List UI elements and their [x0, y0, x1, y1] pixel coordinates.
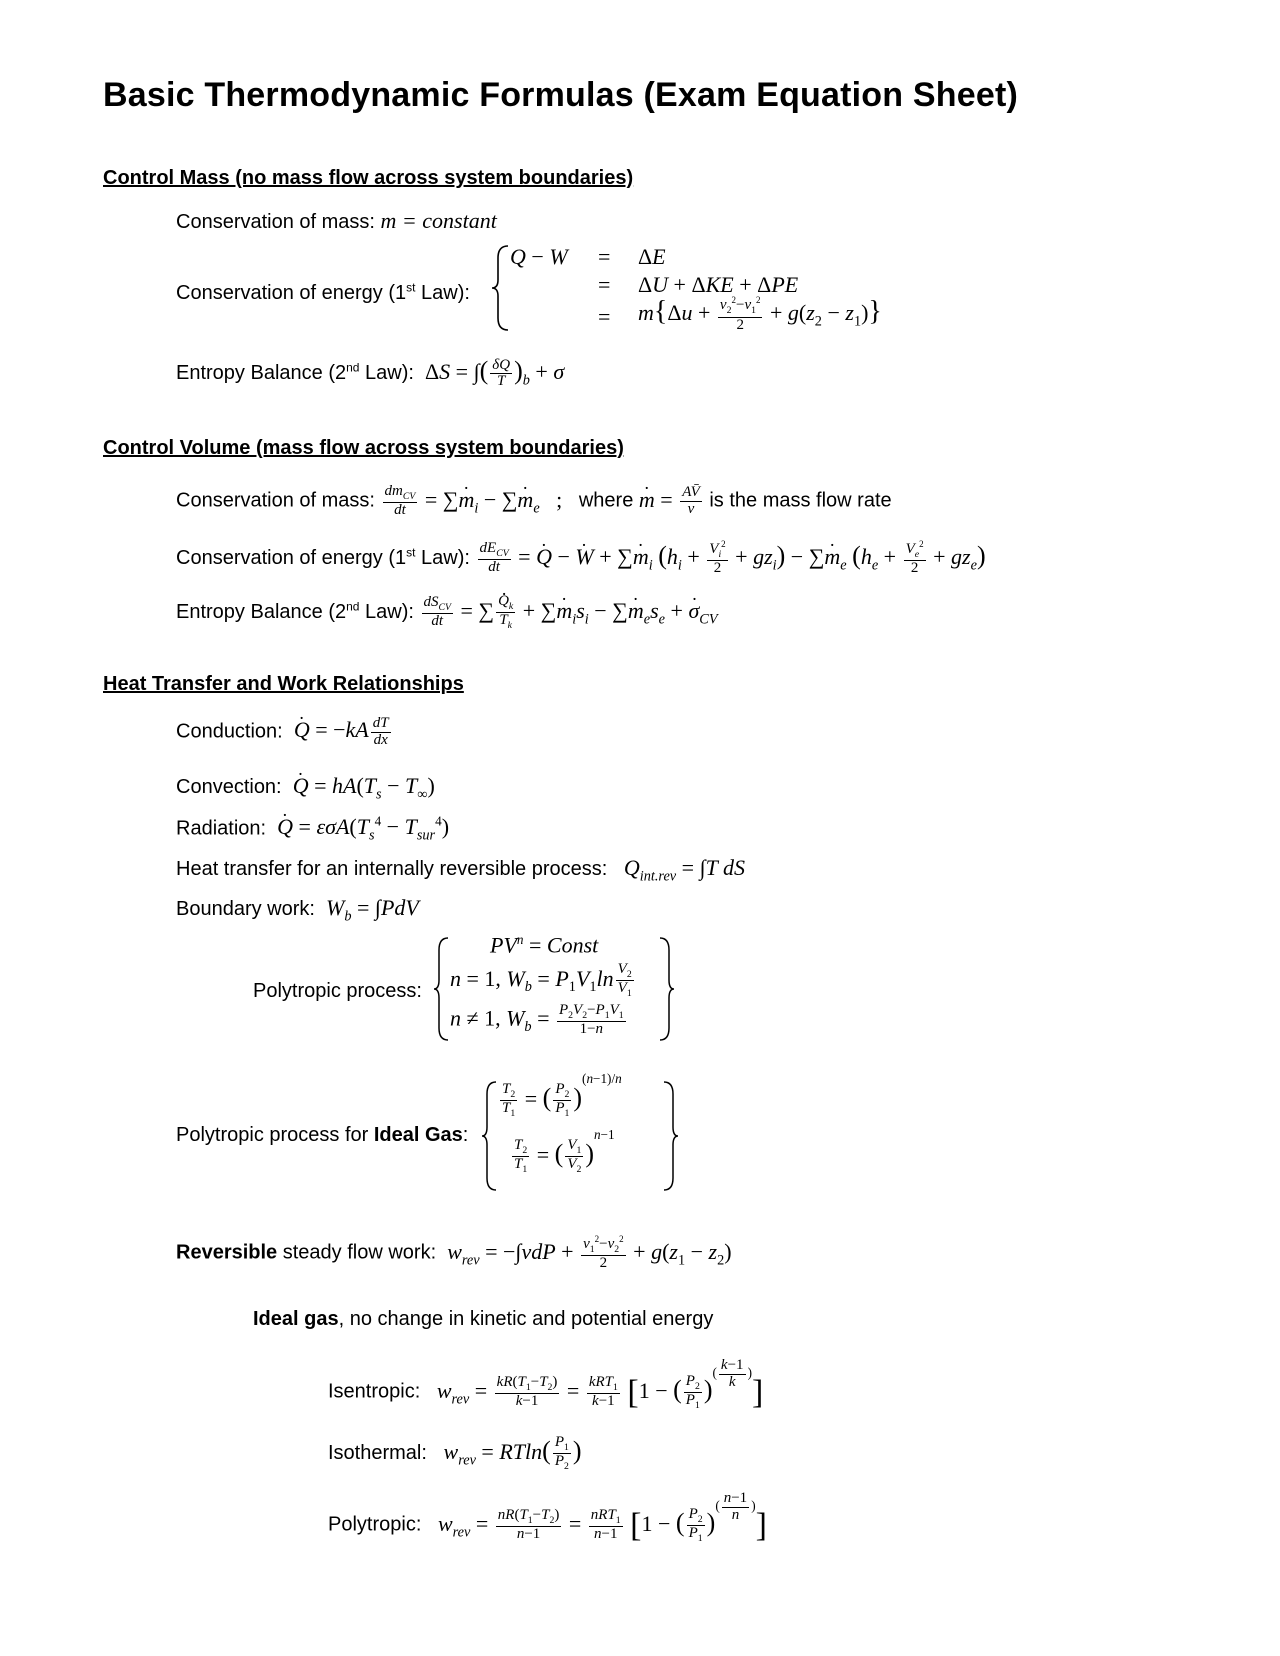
cm-mass-equation: m = constant	[380, 208, 497, 233]
isothermal-row: Isothermal: $w_{rev} = RTln$( $\frac{P_1}{P_2}$ )	[328, 1434, 582, 1473]
polytropic-line-1: $PV^n$ = Const	[490, 932, 599, 958]
polytropic-line-2: n = 1, $W_b = P_1V_1\ln$ $\frac{V_2}{V_1}$	[450, 961, 632, 1000]
boundary-work-label: Boundary work:	[176, 898, 315, 920]
isothermal-label: Isothermal:	[328, 1441, 427, 1464]
conduction-row: Conduction: . Q = −kA $\frac{dT}{dx}$	[176, 716, 393, 749]
polytropic-label: Polytropic process:	[253, 980, 422, 1002]
cv-entropy-label: Entropy Balance (2nd Law):	[176, 599, 414, 623]
cm-mass-label: Conservation of mass:	[176, 211, 375, 233]
reversible-heat-label: Heat transfer for an internally reversible process:	[176, 858, 608, 880]
polytropic-brace-right	[656, 936, 676, 1042]
polytropic-work-row: Polytropic: $w_{rev}$ = $\frac{nR(T_1-T_2)}{n-1}$ = $\frac{nRT_1}{n-1}$ [1 − ( $\frac{P_2}{P_1}$ )$^{( \frac{n-1}{n} )}$]	[328, 1490, 767, 1545]
isentropic-label: Isentropic:	[328, 1380, 421, 1403]
cm-energy-line-1: Q − W	[510, 244, 568, 269]
polytropic-brace-left	[432, 936, 452, 1042]
page-title: Basic Thermodynamic Formulas (Exam Equation Sheet)	[103, 76, 1019, 114]
boundary-work-row: Boundary work: $W_b = \int PdV$	[176, 895, 419, 925]
cv-entropy-row: Entropy Balance (2nd Law): $\frac{dS_{CV}}{dt}$ = ∑ . $\frac{Q_k}{T_k}$ + ∑. $m_is_i$ − ∑. $m_es_e$ + . $\sigma_{CV}$	[176, 594, 718, 631]
polytropic-work-label: Polytropic:	[328, 1513, 422, 1536]
cm-energy-line-3: m{Δu + $\frac{v_2^2-v_1^2}{2}$ + $g(z_2 - z_1)$}	[638, 295, 882, 333]
ideal-gas-line-1: $\frac{T_2}{T_1}$ = ( $\frac{P_2}{P_1}$ )$^{(n-1)/n}$	[502, 1071, 622, 1120]
cv-energy-label: Conservation of energy (1st Law):	[176, 544, 470, 569]
radiation-label: Radiation:	[176, 817, 267, 840]
convection-row: Convection: . $Q = hA(T_s - T_\infty)$	[176, 773, 435, 803]
cv-mass-row: Conservation of mass: $\frac{dm_{CV}}{dt}$ = ∑. $m_i$ − ∑. $m_e$ ; where . m = $\frac{AV̄}{v}$ is the mass flow rate	[176, 484, 892, 519]
polytropic-line-3: n ≠ 1, $W_b$ = $\frac{P_2V_2-P_1V_1}{1-n}$	[450, 1002, 624, 1038]
section-heading-control-mass: Control Mass (no mass flow across system boundaries)	[103, 167, 634, 189]
conduction-label: Conduction:	[176, 720, 283, 743]
ideal-gas-line-2: $\frac{T_2}{T_1}$ = ( $\frac{V_1}{V_2}$ )$^{n-1}$	[514, 1127, 615, 1176]
cm-energy-label: Conservation of energy (1st Law):	[176, 280, 470, 304]
section-heading-heat-work: Heat Transfer and Work Relationships	[103, 673, 464, 695]
reversible-heat-row: Heat transfer for an internally reversible process: $Q_{int.rev} = \int T$ dS	[176, 855, 745, 885]
reversible-work-row: Reversible steady flow work: $w_{rev} = -\int vdP$ + $\frac{v_1^2-v_2^2}{2}$ + $g(z_1 - z_2)$	[176, 1234, 732, 1272]
cm-entropy-row: Entropy Balance (2nd Law): ΔS = ∫( $\frac{\delta Q}{T}$ )$_b + \sigma$	[176, 356, 565, 390]
polytropic-ideal-label: Polytropic process for Ideal Gas:	[176, 1124, 469, 1146]
ideal-gas-brace-left	[480, 1080, 500, 1192]
ideal-gas-brace-right	[660, 1080, 680, 1192]
isentropic-row: Isentropic: $w_{rev}$ = $\frac{kR(T_1-T_2)}{k-1}$ = $\frac{kRT_1}{k-1}$ [1 − ( $\frac{P_2}{P_1}$ )$^{( \frac{k-1}{k} )}$]	[328, 1357, 764, 1412]
cm-mass-row	[176, 208, 497, 234]
radiation-row: Radiation: . $Q = \varepsilon\sigma A(T_s^4 - T_{sur}^4)$	[176, 814, 449, 845]
cm-entropy-label: Entropy Balance (2nd Law):	[176, 360, 414, 384]
cm-energy-line-2: ΔU + ΔKE + ΔPE	[638, 272, 799, 297]
ideal-gas-note: Ideal gas, no change in kinetic and potential energy	[253, 1308, 714, 1330]
section-heading-control-volume: Control Volume (mass flow across system boundaries)	[103, 437, 624, 459]
cv-mass-label: Conservation of mass:	[176, 489, 375, 512]
convection-label: Convection:	[176, 776, 282, 798]
cv-energy-row: Conservation of energy (1st Law): $\frac{dE_{CV}}{dt}$ = . Q − . W + ∑. $m_i$ ($h_i$ + $\frac{V_i^2}{2}$ + $gz_i$) − ∑. $m_e$ ($h_e$ + $\frac{V_e^2}{2}$ + $gz_e$)	[176, 540, 986, 577]
